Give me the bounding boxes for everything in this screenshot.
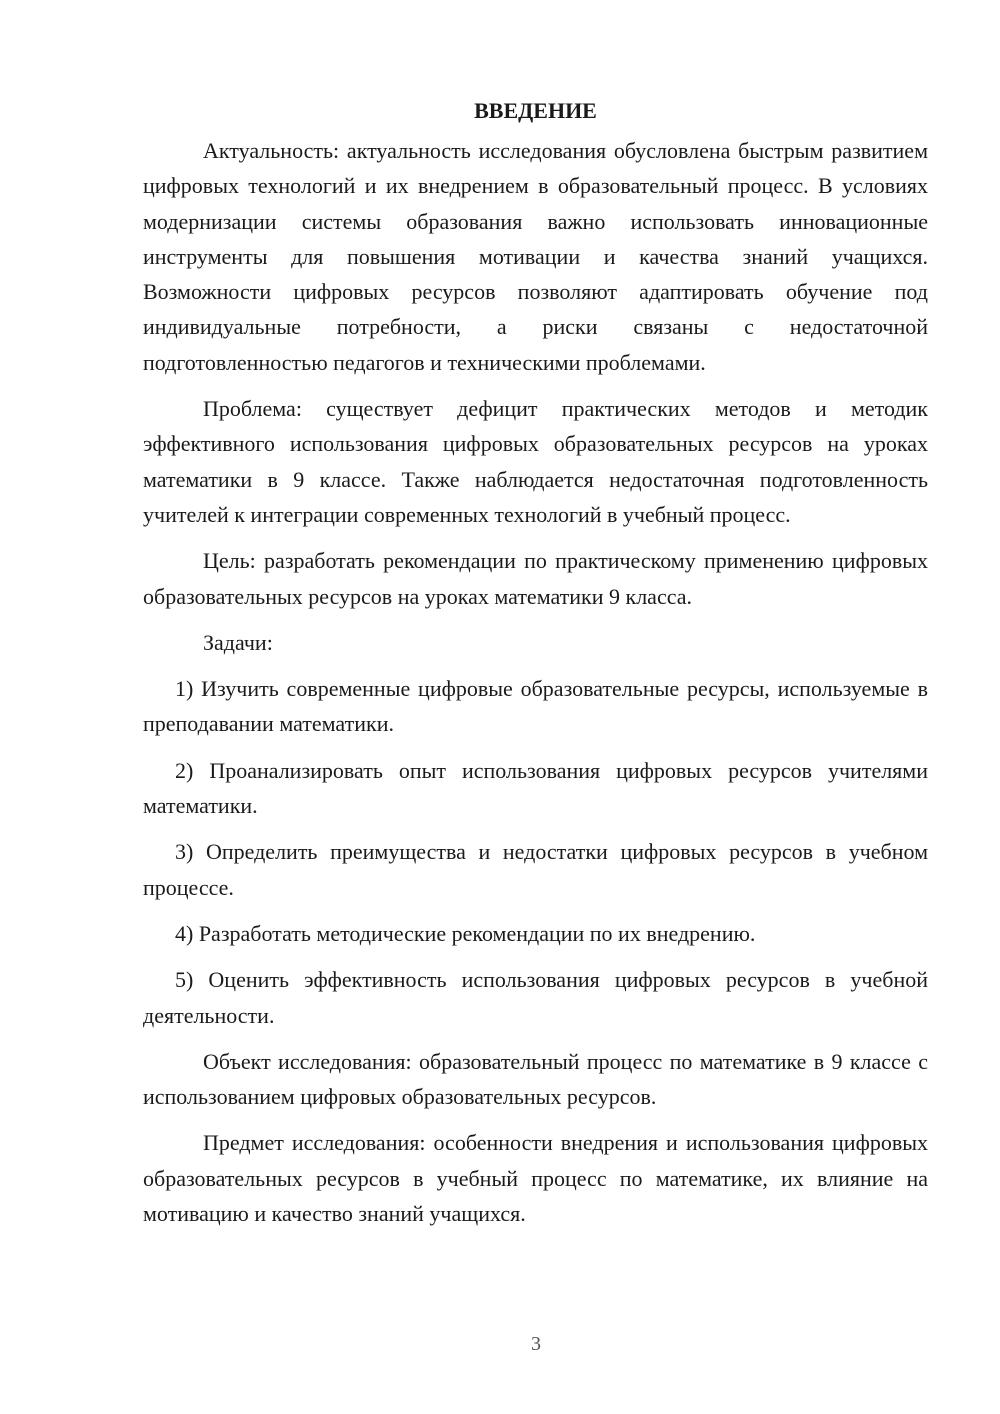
paragraph-object: Объект исследования: образовательный процесс по математике в 9 классе с использованием цифровых образовательных ресурсов.: [143, 1048, 928, 1110]
section-heading: ВВЕДЕНИЕ: [474, 98, 597, 123]
paragraph-goal: Цель: разработать рекомендации по практическому применению цифровых образовательных ресурсов на уроках математики 9 класса.: [143, 548, 928, 609]
task-item: 5) Оценить эффективность использования цифровых ресурсов в учебной деятельности.: [143, 967, 928, 1028]
paragraph-tasks-label: Задачи:: [203, 629, 273, 655]
document-page: [143, 96, 928, 1242]
task-item: 1) Изучить современные цифровые образовательные ресурсы, используемые в преподавании математики.: [143, 676, 928, 737]
page-number: 3: [531, 1333, 541, 1355]
task-item: 2) Проанализировать опыт использования цифровых ресурсов учителями математики.: [143, 757, 928, 819]
task-item: 3) Определить преимущества и недостатки цифровых ресурсов в учебном процессе.: [143, 839, 928, 900]
paragraph-problem: Проблема: существует дефицит практических методов и методик эффективного использования цифровых образовательных ресурсов на уроках математики в 9 классе. Также наблюдается недостаточная подготовленность учителей к интеграции современных технологий в учебный процесс.: [143, 396, 928, 527]
paragraph-relevance: Актуальность: актуальность исследования обусловлена быстрым развитием цифровых технологий и их внедрением в образовательный процесс. В условиях модернизации системы образования важно использовать инновационные инструменты для повышения мотивации и качества знаний учащихся. Возможности цифровых ресурсов позволяют адаптировать обучение под индивидуальные потребности, а риски связаны с недостаточной подготовленностью педагогов и техническими проблемами.: [143, 138, 928, 375]
paragraph-subject: Предмет исследования: особенности внедрения и использования цифровых образовательных ресурсов в учебный процесс по математике, их влияние на мотивацию и качество знаний учащихся.: [143, 1130, 928, 1227]
task-item: 4) Разработать методические рекомендации по их внедрению.: [175, 920, 756, 946]
